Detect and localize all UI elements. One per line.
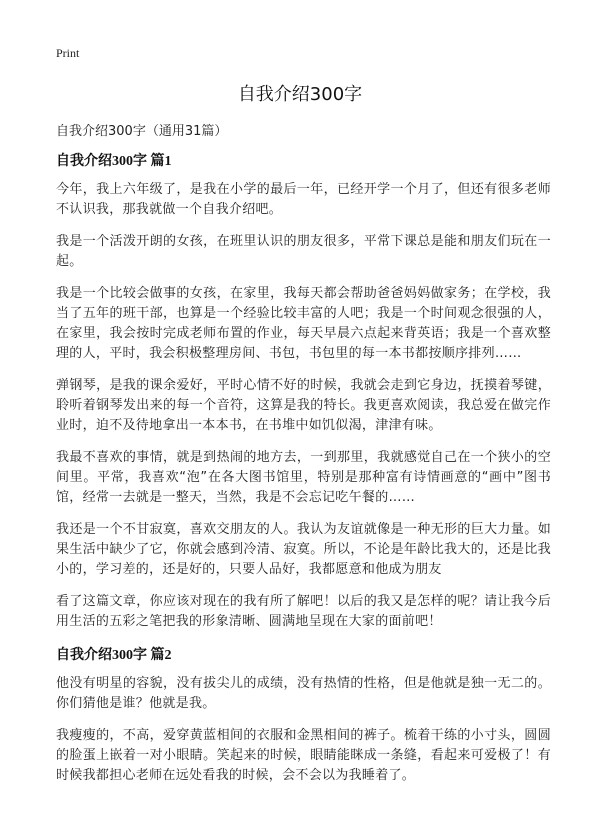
section-heading: 自我介绍300字 篇1 — [56, 154, 172, 169]
paragraph: 我最不喜欢的事情，就是到热闹的地方去，一到那里，我就感觉自己在一个狭小的空间里。平常，我喜欢“泡”在各大图书馆里，特别是那种富有诗情画意的“画中”图书馆，经常一去就是一整天，当然，我是不会忘记吃午餐的…… — [56, 450, 551, 505]
paragraph: 看了这篇文章，你应该对现在的我有所了解吧！以后的我又是怎样的呢？请让我今后用生活的五彩之笔把我的形象清晰、圆满地呈现在大家的面前吧！ — [56, 594, 551, 629]
paragraph: 他没有明星的容貌，没有拔尖儿的成绩，没有热情的性格，但是他就是独一无二的。你们猜他是谁？他就是我。 — [56, 676, 551, 711]
document-subtitle: 自我介绍300字（通用31篇） — [56, 124, 228, 139]
paragraph: 今年，我上六年级了，是我在小学的最后一年，已经开学一个月了，但还有很多老师不认识我，那我就做一个自我介绍吧。 — [56, 182, 551, 217]
article-body — [56, 150, 551, 798]
print-link[interactable]: Print — [56, 46, 80, 60]
paragraph: 我是一个活泼开朗的女孩，在班里认识的朋友很多，平常下课总是能和朋友们玩在一起。 — [56, 234, 551, 269]
section-1 — [56, 150, 551, 632]
section-heading: 自我介绍300字 篇2 — [56, 648, 172, 663]
paragraph: 我还是一个不甘寂寞，喜欢交朋友的人。我认为友谊就像是一种无形的巨大力量。如果生活中缺少了它，你就会感到冷清、寂寞。所以，不论是年龄比我大的，还是比我小的，学习差的，还是好的，只要人品好，我都愿意和他成为朋友 — [56, 522, 551, 577]
paragraph: 我瘦瘦的，不高，爱穿黄蓝相间的衣服和金黑相间的裤子。梳着干练的小寸头，圆圆的脸蛋上嵌着一对小眼睛。笑起来的时候，眼睛能眯成一条缝，看起来可爱极了！有时候我都担心老师在远处看我的时候，会不会以为我睡着了。 — [56, 728, 551, 783]
section-2 — [56, 644, 551, 786]
paragraph: 弹钢琴，是我的课余爱好，平时心情不好的时候，我就会走到它身边，抚摸着琴键，聆听着钢琴发出来的每一个音符，这算是我的特长。我更喜欢阅读，我总爱在做完作业时，迫不及待地拿出一本本书，在书堆中如饥似渴，津津有味。 — [56, 378, 551, 433]
page-title: 自我介绍300字 — [237, 84, 363, 105]
paragraph: 我是一个比较会做事的女孩，在家里，我每天都会帮助爸爸妈妈做家务；在学校，我当了五年的班干部，也算是一个经验比较丰富的人吧；我是一个时间观念很强的人，在家里，我会按时完成老师布置的作业，每天早晨六点起来背英语；我是一个喜欢整理的人，平时，我会积极整理房间、书包，书包里的每一本书都按顺序排列…… — [56, 286, 551, 361]
